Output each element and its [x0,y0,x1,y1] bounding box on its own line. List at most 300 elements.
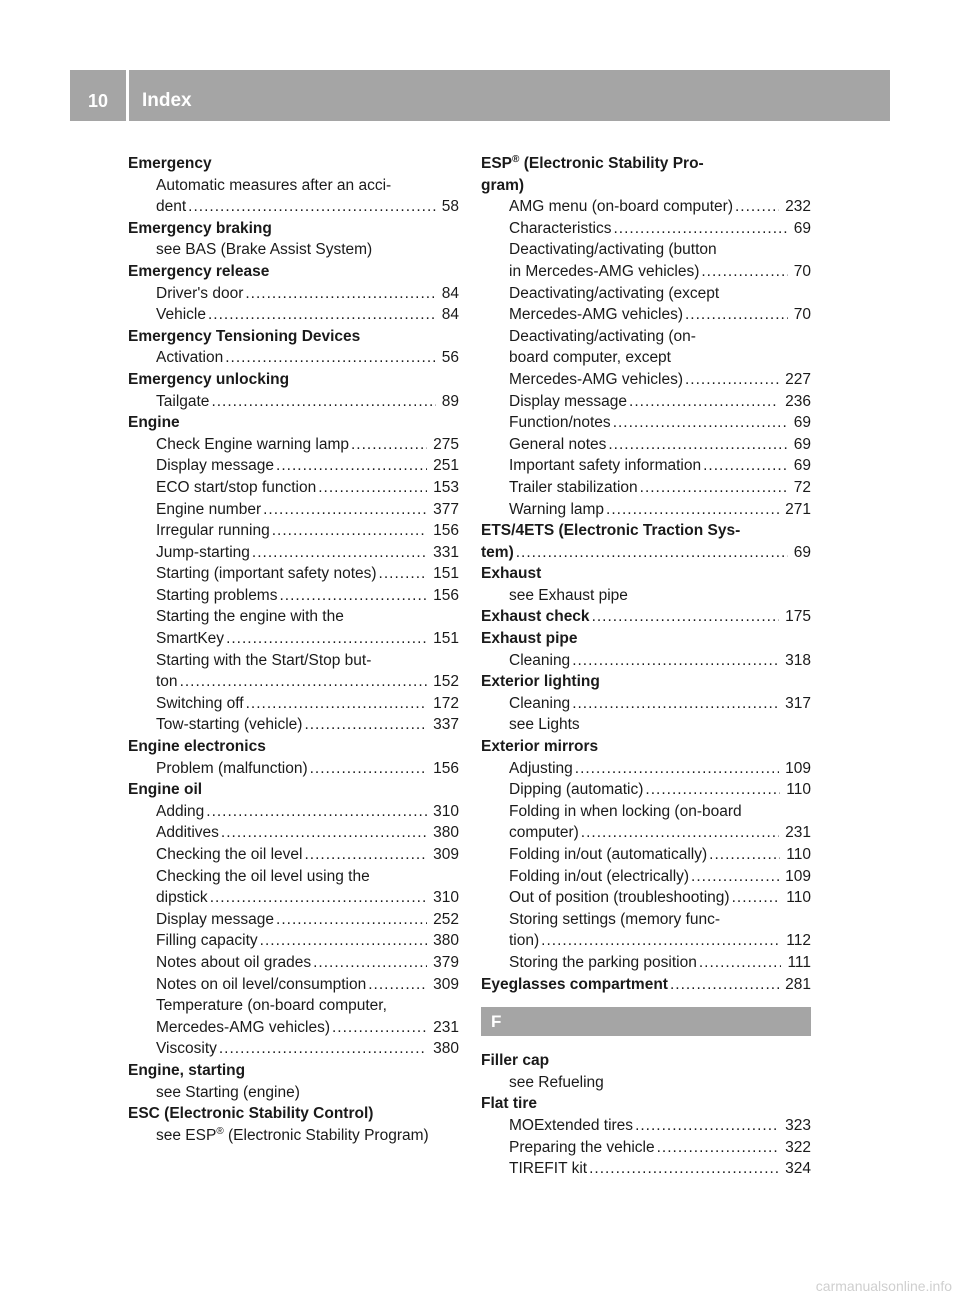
index-entry [128,801,459,823]
entry-text: Engine, starting [128,1061,246,1079]
entry-text: AMG menu (on-board computer) [509,198,733,216]
index-heading [128,261,459,283]
index-entry [128,196,459,218]
dot-leader [640,477,788,499]
index-subentry [481,326,811,348]
dot-leader [263,499,427,521]
index-column-right [481,153,811,1180]
page-ref: 379 [433,953,459,971]
index-entry [128,887,459,909]
page-ref: 380 [433,824,459,842]
index-entry [481,304,811,326]
index-entry [481,1115,811,1137]
entry-text: Engine electronics [128,738,266,756]
entry-text: Exhaust check [481,608,590,626]
entry-text: Warning lamp [509,500,605,518]
index-entry [128,1017,459,1039]
index-entry [481,887,811,909]
entry-text: computer) [509,824,579,842]
index-entry [128,304,459,326]
entry-text: Display message [509,392,628,410]
entry-text: Cleaning [509,694,571,712]
index-subentry [481,239,811,261]
page-ref: 227 [785,370,811,388]
index-entry [481,499,811,521]
index-subentry [128,995,459,1017]
entry-text-tail: (Electronic Stability Program) [223,1126,429,1144]
watermark: carmanualsonline.info [815,1278,952,1294]
dot-leader [606,499,779,521]
entry-text: Starting problems [156,586,278,604]
dot-leader [219,1038,427,1060]
dot-leader [732,887,781,909]
entry-text: Adjusting [509,759,573,777]
page-ref: 56 [441,349,459,367]
dot-leader [318,477,427,499]
entry-text: Out of position (troubleshooting) [509,889,730,907]
index-heading [128,1103,459,1125]
page-ref: 151 [433,565,459,583]
page-ref: 110 [786,889,811,907]
index-entry [481,822,811,844]
dot-leader [246,693,428,715]
entry-text: Vehicle [156,306,206,324]
entry-text: Exhaust pipe [481,630,578,648]
entry-text: Folding in when locking (on-board [509,802,742,820]
index-entry [128,283,459,305]
index-column-left [128,153,459,1146]
entry-text: tem) [481,543,514,561]
index-entry [128,499,459,521]
dot-leader [188,196,436,218]
page-ref: 111 [787,953,811,971]
index-heading [128,326,459,348]
dot-leader [635,1115,779,1137]
index-entry [128,714,459,736]
entry-text: MOExtended tires [509,1116,634,1134]
entry-text: see ESP [156,1126,217,1144]
page-ref: 70 [793,262,811,280]
page-ref: 69 [793,414,811,432]
page-ref: 252 [433,910,459,928]
entry-text: ETS/4ETS (Electronic Traction Sys- [481,522,741,540]
entry-text: Notes on oil level/consumption [156,975,367,993]
dot-leader [608,434,787,456]
index-subentry [128,1125,459,1147]
entry-text: Emergency Tensioning Devices [128,327,361,345]
dot-leader [575,758,779,780]
index-entry [481,1158,811,1180]
dot-leader [276,909,427,931]
index-entry [481,758,811,780]
entry-text: Emergency braking [128,219,272,237]
dot-leader [368,974,427,996]
dot-leader [210,887,427,909]
index-subentry [128,175,459,197]
entry-text: Emergency [128,155,212,172]
index-entry [128,628,459,650]
index-entry [128,844,459,866]
page-ref: 231 [785,824,811,842]
page-ref: 110 [786,781,811,799]
index-subentry [128,1082,459,1104]
entry-text: Engine oil [128,781,203,799]
entry-text: Starting with the Start/Stop but- [156,651,372,669]
page-ref: 153 [433,478,459,496]
entry-text: Driver's door [156,284,244,302]
dot-leader [304,844,427,866]
index-entry [128,758,459,780]
index-subentry [481,714,811,736]
entry-text: Engine [128,414,180,432]
index-entry [481,412,811,434]
dot-leader [252,542,427,564]
index-entry [128,909,459,931]
entry-text: Preparing the vehicle [509,1138,655,1156]
page-ref: 84 [441,284,459,302]
index-subentry [481,801,811,823]
dot-leader [592,606,780,628]
entry-text: in Mercedes-AMG vehicles) [509,262,700,280]
entry-text: see Lights [509,716,580,734]
entry-text: dipstick [156,889,208,907]
index-entry [128,477,459,499]
page-ref: 337 [433,716,459,734]
dot-leader [541,930,780,952]
page-ref: 156 [433,522,459,540]
entry-text: Exterior mirrors [481,738,599,756]
index-entry [481,952,811,974]
entry-text: Display message [156,457,275,475]
entry-text: Viscosity [156,1040,217,1058]
dot-leader [691,866,779,888]
entry-text: Important safety information [509,457,702,475]
dot-leader [645,779,780,801]
page-ref: 70 [793,306,811,324]
page-ref: 69 [793,219,811,237]
page-ref: 236 [785,392,811,410]
entry-text: dent [156,198,187,216]
entry-text: Starting (important safety notes) [156,565,377,583]
index-entry [481,434,811,456]
dot-leader [685,304,788,326]
index-entry [128,822,459,844]
entry-text: Jump-starting [156,543,250,561]
dot-leader [379,563,428,585]
index-entry [128,1038,459,1060]
index-entry [128,974,459,996]
dot-leader [629,391,779,413]
page-ref: 72 [793,478,811,496]
entry-text: Deactivating/activating (on- [509,327,696,345]
entry-text: Notes about oil grades [156,953,312,971]
page-ref: 322 [785,1138,811,1156]
registered-mark: ® [512,153,520,165]
index-subentry [128,650,459,672]
page-ref: 109 [785,867,811,885]
page-ref: 271 [785,500,811,518]
entry-text: ECO start/stop function [156,478,317,496]
entry-text: Temperature (on-board computer, [156,997,387,1015]
dot-leader [581,822,779,844]
dot-leader [735,196,779,218]
index-entry [481,693,811,715]
index-subentry [481,283,811,305]
page-ref: 109 [785,759,811,777]
entry-text: Eyeglasses compartment [481,975,668,993]
page-ref: 231 [433,1018,459,1036]
entry-text: Display message [156,910,275,928]
index-entry [128,671,459,693]
dot-leader [685,369,779,391]
page-ref: 84 [441,306,459,324]
entry-text: Activation [156,349,224,367]
entry-text: Storing settings (memory func- [509,910,721,928]
page-ref: 324 [785,1160,811,1178]
page-title: Index [142,90,192,111]
page-number: 10 [87,91,109,111]
entry-text: Engine number [156,500,262,518]
entry-text: ESP [481,155,513,172]
index-heading [128,218,459,240]
page-ref: 281 [785,975,811,993]
index-entry [481,650,811,672]
dot-leader [226,628,427,650]
index-entry [481,218,811,240]
index-entry [481,369,811,391]
index-heading [128,736,459,758]
page-ref: 323 [785,1116,811,1134]
dot-leader [313,952,427,974]
entry-text: tion) [509,932,540,950]
entry-text: ton [156,673,178,691]
dot-leader [709,844,780,866]
page-ref: 172 [433,694,459,712]
dot-leader [208,304,436,326]
index-heading [128,369,459,391]
page-ref: 156 [433,759,459,777]
page-ref: 156 [433,586,459,604]
index-subentry [128,866,459,888]
index-entry [128,347,459,369]
index-entry [128,391,459,413]
index-entry [481,930,811,952]
dot-leader [180,671,428,693]
entry-text: TIREFIT kit [509,1160,588,1178]
index-entry [128,563,459,585]
dot-leader [310,758,428,780]
index-subentry [481,909,811,931]
entry-text: Mercedes-AMG vehicles) [509,306,683,324]
entry-text: ESC (Electronic Stability Control) [128,1105,374,1123]
index-entry [128,585,459,607]
entry-text: Deactivating/activating (except [509,284,720,302]
index-entry [481,261,811,283]
dot-leader [279,585,427,607]
index-heading [481,520,811,542]
index-entry [481,477,811,499]
index-entry [128,930,459,952]
index-entry [128,520,459,542]
index-heading [128,1060,459,1082]
index-entry [128,952,459,974]
dot-leader [701,261,787,283]
page-ref: 152 [433,673,459,691]
entry-text: gram) [481,176,525,194]
entry-text: Checking the oil level using the [156,867,370,885]
registered-mark: ® [216,1125,224,1137]
index-subentry [481,585,811,607]
entry-text: Filler cap [481,1052,550,1070]
page-ref: 175 [785,608,811,626]
entry-text: see Starting (engine) [156,1083,300,1101]
dot-leader [276,455,427,477]
dot-leader [657,1137,780,1159]
dot-leader [206,801,427,823]
entry-text: Automatic measures after an acci- [156,176,392,194]
index-entry [481,779,811,801]
page-ref: 69 [793,543,811,561]
entry-text: Folding in/out (electrically) [509,867,690,885]
page-ref: 380 [433,932,459,950]
page-ref: 151 [433,630,459,648]
dot-leader [670,974,779,996]
page-ref: 110 [786,846,811,863]
entry-text: Switching off [156,694,244,712]
page-ref: 309 [433,846,459,863]
index-heading [128,779,459,801]
index-subentry [128,606,459,628]
entry-text: Trailer stabilization [509,478,638,496]
index-subentry [481,1072,811,1094]
index-heading [481,175,811,197]
entry-text: Emergency release [128,262,270,280]
page-ref: 69 [793,435,811,453]
entry-text: see Exhaust pipe [509,586,628,604]
page-ref: 275 [433,435,459,453]
page-ref: 89 [441,392,459,410]
page-ref: 112 [786,932,811,950]
index-heading [481,736,811,758]
page-ref: 318 [785,651,811,669]
dot-leader [703,455,788,477]
header-divider [126,70,129,121]
page-ref: 58 [441,198,459,216]
page-ref: 69 [793,457,811,475]
entry-text: Exhaust [481,565,542,583]
entry-text: Storing the parking position [509,953,697,971]
entry-text: Checking the oil level [156,846,303,863]
entry-text: General notes [509,435,607,453]
page-ref: 317 [785,694,811,712]
entry-text: see BAS (Brake Assist System) [156,241,373,259]
page-ref: 377 [433,500,459,518]
page-ref: 309 [433,975,459,993]
dot-leader [225,347,436,369]
entry-text: Tow-starting (vehicle) [156,716,303,734]
dot-leader [221,822,427,844]
dot-leader [211,391,435,413]
entry-text: Flat tire [481,1095,537,1113]
entry-text: Filling capacity [156,932,258,950]
page-ref: 251 [433,457,459,475]
index-entry [481,844,811,866]
index-heading [128,153,459,175]
entry-text: Starting the engine with the [156,608,344,626]
page-ref: 331 [433,543,459,561]
entry-text: Problem (malfunction) [156,759,308,777]
dot-leader [699,952,782,974]
index-entry [128,542,459,564]
entry-text: Tailgate [156,392,210,410]
entry-text: Function/notes [509,414,611,432]
index-heading [481,563,811,585]
entry-text: Cleaning [509,651,571,669]
dot-leader [614,218,788,240]
page-ref: 310 [433,889,459,907]
index-heading [481,1093,811,1115]
dot-leader [304,714,427,736]
entry-text: Irregular running [156,522,270,540]
index-entry [128,693,459,715]
index-heading [481,671,811,693]
page-ref: 380 [433,1040,459,1058]
index-entry [481,391,811,413]
index-heading-entry [481,974,811,996]
page-header [70,70,890,121]
dot-leader [260,930,427,952]
index-entry [481,196,811,218]
index-entry [128,434,459,456]
index-subentry [128,239,459,261]
entry-text: Additives [156,824,219,842]
dot-leader [613,412,788,434]
entry-text: Dipping (automatic) [509,781,644,799]
dot-leader [572,693,779,715]
index-entry [481,1137,811,1159]
page-ref: 310 [433,802,459,820]
index-entry [481,866,811,888]
dot-leader [245,283,435,305]
entry-text: Characteristics [509,219,612,237]
index-subentry [481,347,811,369]
section-letter: F [481,1007,811,1036]
entry-text: Mercedes-AMG vehicles) [156,1018,330,1036]
dot-leader [516,542,788,564]
index-heading [481,153,811,175]
entry-text: see Refueling [509,1073,604,1091]
dot-leader [589,1158,779,1180]
index-entry [481,455,811,477]
dot-leader [272,520,427,542]
entry-text-tail: (Electronic Stability Pro- [519,155,704,172]
entry-text: Folding in/out (automatically) [509,846,708,863]
entry-text: Check Engine warning lamp [156,435,349,453]
index-heading [481,1050,811,1072]
entry-text: Deactivating/activating (button [509,241,717,259]
entry-text: board computer, except [509,349,671,367]
dot-leader [332,1017,427,1039]
entry-text: Emergency unlocking [128,370,290,388]
index-entry [128,455,459,477]
entry-text: Exterior lighting [481,673,600,691]
entry-text: SmartKey [156,630,225,648]
entry-text: Mercedes-AMG vehicles) [509,370,683,388]
index-heading-entry [481,606,811,628]
index-heading [128,412,459,434]
page-ref: 232 [785,198,811,216]
dot-leader [351,434,427,456]
